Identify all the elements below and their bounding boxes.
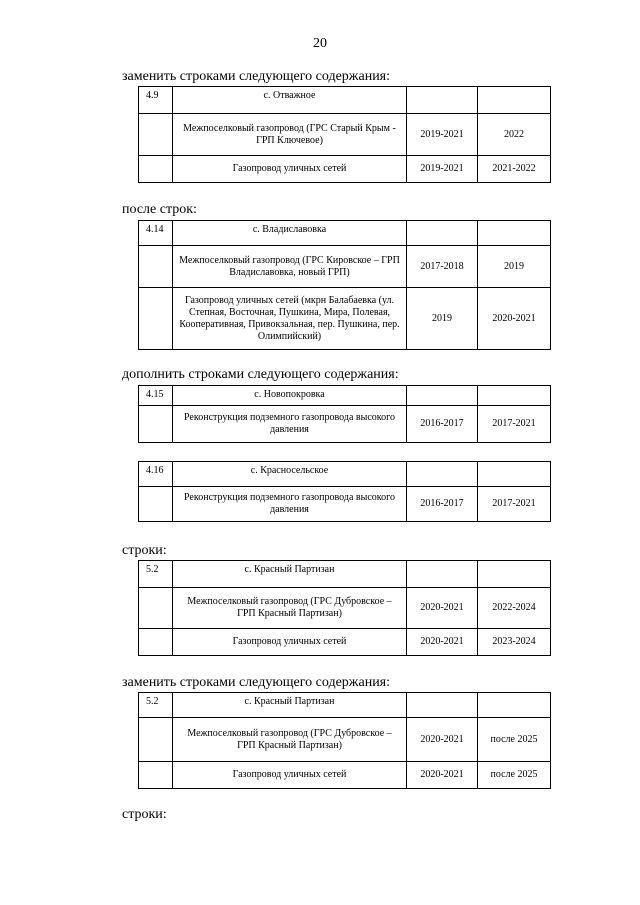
settlement-name: с. Владиславовка bbox=[173, 221, 407, 246]
table-row bbox=[139, 386, 551, 406]
period-construction: после 2025 bbox=[478, 718, 551, 762]
table-row bbox=[139, 288, 551, 350]
table-otvazhnoe bbox=[138, 86, 551, 183]
work-name: Газопровод уличных сетей bbox=[173, 629, 407, 656]
period-design: 2016-2017 bbox=[407, 406, 478, 443]
settlement-name: с. Красный Партизан bbox=[173, 561, 407, 588]
period-design: 2019 bbox=[407, 288, 478, 350]
table-row bbox=[139, 246, 551, 288]
period-design: 2019-2021 bbox=[407, 156, 478, 183]
period-construction: 2021-2022 bbox=[478, 156, 551, 183]
settlement-name: с. Красносельское bbox=[173, 462, 407, 487]
settlement-name: с. Красный Партизан bbox=[173, 693, 407, 718]
work-name: Межпоселковый газопровод (ГРС Дубровское – ГРП Красный Партизан) bbox=[173, 718, 407, 762]
row-number: 4.15 bbox=[139, 386, 173, 406]
period-design: 2020-2021 bbox=[407, 588, 478, 629]
table-row bbox=[139, 462, 551, 487]
period-construction: 2017-2021 bbox=[478, 487, 551, 522]
table-row bbox=[139, 588, 551, 629]
work-name: Межпоселковый газопровод (ГРС Старый Крым - ГРП Ключевое) bbox=[173, 114, 407, 156]
heading-rows: строки: bbox=[122, 543, 167, 558]
table-row bbox=[139, 718, 551, 762]
work-name: Газопровод уличных сетей (мкрн Балабаевка (ул. Степная, Восточная, Пушкина, Мира, Полевая, Кооперативная, Привокзальная, пер. Пушкина, пер. Олимпийский) bbox=[173, 288, 407, 350]
table-krasnoselskoe bbox=[138, 461, 551, 522]
row-number: 4.16 bbox=[139, 462, 173, 487]
work-name: Реконструкция подземного газопровода высокого давления bbox=[173, 406, 407, 443]
table-krasny-partizan-new bbox=[138, 692, 551, 789]
period-design: 2017-2018 bbox=[407, 246, 478, 288]
table-vladislavovka bbox=[138, 220, 551, 350]
work-name: Газопровод уличных сетей bbox=[173, 156, 407, 183]
period-construction: после 2025 bbox=[478, 762, 551, 789]
table-row bbox=[139, 762, 551, 789]
heading-replace-1: заменить строками следующего содержания: bbox=[122, 69, 391, 84]
row-number: 4.14 bbox=[139, 221, 173, 246]
heading-replace-2: заменить строками следующего содержания: bbox=[122, 675, 391, 690]
heading-after-rows: после строк: bbox=[122, 202, 197, 217]
period-construction: 2019 bbox=[478, 246, 551, 288]
table-krasny-partizan-old bbox=[138, 560, 551, 656]
work-name: Реконструкция подземного газопровода высокого давления bbox=[173, 487, 407, 522]
table-row bbox=[139, 629, 551, 656]
period-construction: 2023-2024 bbox=[478, 629, 551, 656]
heading-rows-2: строки: bbox=[122, 807, 167, 822]
heading-add-rows: дополнить строками следующего содержания: bbox=[122, 367, 399, 382]
period-construction: 2017-2021 bbox=[478, 406, 551, 443]
table-row bbox=[139, 487, 551, 522]
table-row bbox=[139, 561, 551, 588]
work-name: Межпоселковый газопровод (ГРС Дубровское – ГРП Красный Партизан) bbox=[173, 588, 407, 629]
table-row bbox=[139, 87, 551, 114]
period-design: 2016-2017 bbox=[407, 487, 478, 522]
work-name: Межпоселковый газопровод (ГРС Кировское – ГРП Владиславовка, новый ГРП) bbox=[173, 246, 407, 288]
table-novopokrovka bbox=[138, 385, 551, 443]
row-number: 5.2 bbox=[139, 561, 173, 588]
period-construction: 2020-2021 bbox=[478, 288, 551, 350]
table-row bbox=[139, 406, 551, 443]
period-construction: 2022 bbox=[478, 114, 551, 156]
table-row bbox=[139, 156, 551, 183]
period-design: 2020-2021 bbox=[407, 629, 478, 656]
table-row bbox=[139, 114, 551, 156]
table-row bbox=[139, 221, 551, 246]
period-construction: 2022-2024 bbox=[478, 588, 551, 629]
period-design: 2020-2021 bbox=[407, 762, 478, 789]
period-design: 2019-2021 bbox=[407, 114, 478, 156]
row-number: 4.9 bbox=[139, 87, 173, 114]
work-name: Газопровод уличных сетей bbox=[173, 762, 407, 789]
period-design: 2020-2021 bbox=[407, 718, 478, 762]
settlement-name: с. Новопокровка bbox=[173, 386, 407, 406]
page-number: 20 bbox=[313, 36, 327, 51]
row-number: 5.2 bbox=[139, 693, 173, 718]
table-row bbox=[139, 693, 551, 718]
settlement-name: с. Отважное bbox=[173, 87, 407, 114]
